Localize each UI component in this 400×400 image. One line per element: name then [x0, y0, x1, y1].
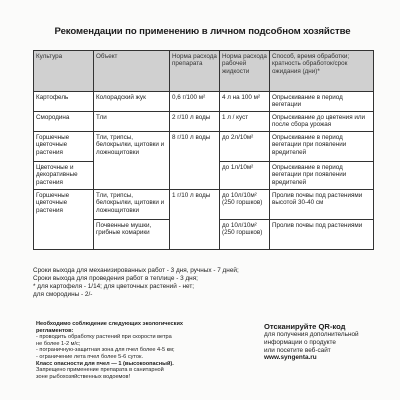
ecological-regulations: [36, 321, 246, 380]
cell-method: Опрыскивание в период вегетации при появлении вредителей: [270, 161, 374, 189]
eco-item: - ограничение лета пчел более 5-6 суток.: [36, 353, 144, 360]
recommendations-table: [33, 50, 374, 250]
cell-method: Опрыскивание в период вегетации: [270, 92, 374, 112]
cell-object: Тли, трипсы, белокрылки, щитовки и ложнощитовки: [94, 131, 170, 189]
table-header-row: [34, 51, 374, 92]
table-row: [34, 131, 374, 161]
table-row: [34, 92, 374, 112]
header-liquid-rate: Норма расхода рабочей жидкости: [220, 51, 270, 92]
cell-crop: Картофель: [34, 92, 94, 112]
cell-crop: Горшечные цветочные растения: [34, 189, 94, 249]
qr-heading: Отсканируйте QR-код: [264, 322, 346, 331]
cell-liquid-rate: до 10л/10м² (250 горшков): [220, 219, 270, 249]
sanitary-zone-ban: Запрещено применение препарата в санитарной: [36, 367, 164, 374]
cell-object: Тли, трипсы, белокрылки, щитовки и ложнощитовки: [94, 189, 170, 219]
cell-object: Тли: [94, 111, 170, 131]
cell-liquid-rate: до 1л/10м²: [220, 161, 270, 189]
cell-liquid-rate: до 10л/10м² (250 горшков): [220, 189, 270, 219]
website-link[interactable]: www.syngenta.ru: [264, 354, 317, 362]
note-line: Сроки выхода для проведения работ в теплице - 3 дня;: [33, 275, 198, 282]
header-product-rate: Норма расхода препарата: [170, 51, 220, 92]
eco-item: - проводить обработку растений при скорости ветра: [36, 334, 172, 341]
cell-method: Пролив почвы под растениями высотой 30-40 см: [270, 189, 374, 219]
note-line: Сроки выхода для механизированных работ - 3 дня, ручных - 7 дней;: [33, 267, 239, 274]
cell-liquid-rate: до 2л/10м²: [220, 131, 270, 161]
eco-item: - пограничную-защитная зона для пчел более 4-5 км;: [36, 347, 175, 354]
bee-hazard-class: Класс опасности для пчел — 1 (высокоопасный).: [36, 360, 174, 367]
header-object: Объект: [94, 51, 170, 92]
cell-product-rate: 0,6 г/100 м²: [170, 92, 220, 112]
note-line: * для картофеля - 1/14; для цветочных растений - нет;: [33, 283, 195, 290]
note-line: для смородины - 2/-: [33, 291, 93, 298]
cell-liquid-rate: 4 л на 100 м²: [220, 92, 270, 112]
cell-method: Опрыскивание в период вегетации при появлении вредителей: [270, 131, 374, 161]
waiting-period-notes: [33, 267, 378, 299]
cell-crop: Горшечные цветочные растения: [34, 131, 94, 161]
page-title: Рекомендации по применению в личном подсобном хозяйстве: [54, 26, 351, 37]
qr-text-line: информации о продукте: [264, 338, 336, 346]
cell-method: Опрыскивание до цветения или после сбора урожая: [270, 111, 374, 131]
cell-object: Почвенные мушки, грибные комарики: [94, 219, 170, 249]
header-crop: Культура: [34, 51, 94, 92]
cell-crop: Цветочные и декоративные растения: [34, 161, 94, 189]
eco-heading: регламентов:: [36, 327, 74, 334]
cell-product-rate: 1 г/10 л воды: [170, 189, 220, 249]
sanitary-zone-ban: зоне рыбохозяйственных водоемов!: [36, 373, 131, 380]
qr-text-line: или посетите веб-сайт: [264, 346, 331, 354]
cell-object: Колорадский жук: [94, 92, 170, 112]
table-row: [34, 111, 374, 131]
eco-heading: Необходимо соблюдение следующих экологических: [36, 321, 184, 327]
cell-crop: Смородина: [34, 111, 94, 131]
qr-info-block: [264, 322, 384, 362]
table-row: [34, 189, 374, 219]
cell-method: Пролив почвы под растениями: [270, 219, 374, 249]
cell-product-rate: 2 г/10 л воды: [170, 111, 220, 131]
eco-item: не более 1-2 м/с;: [36, 340, 81, 347]
cell-product-rate: 8 г/10 л воды: [170, 131, 220, 189]
cell-liquid-rate: 1 л / куст: [220, 111, 270, 131]
qr-text-line: для получения дополнительной: [264, 331, 359, 338]
header-method: Способ, время обработки; кратность обработок/срок ожидания (дни)*: [270, 51, 374, 92]
